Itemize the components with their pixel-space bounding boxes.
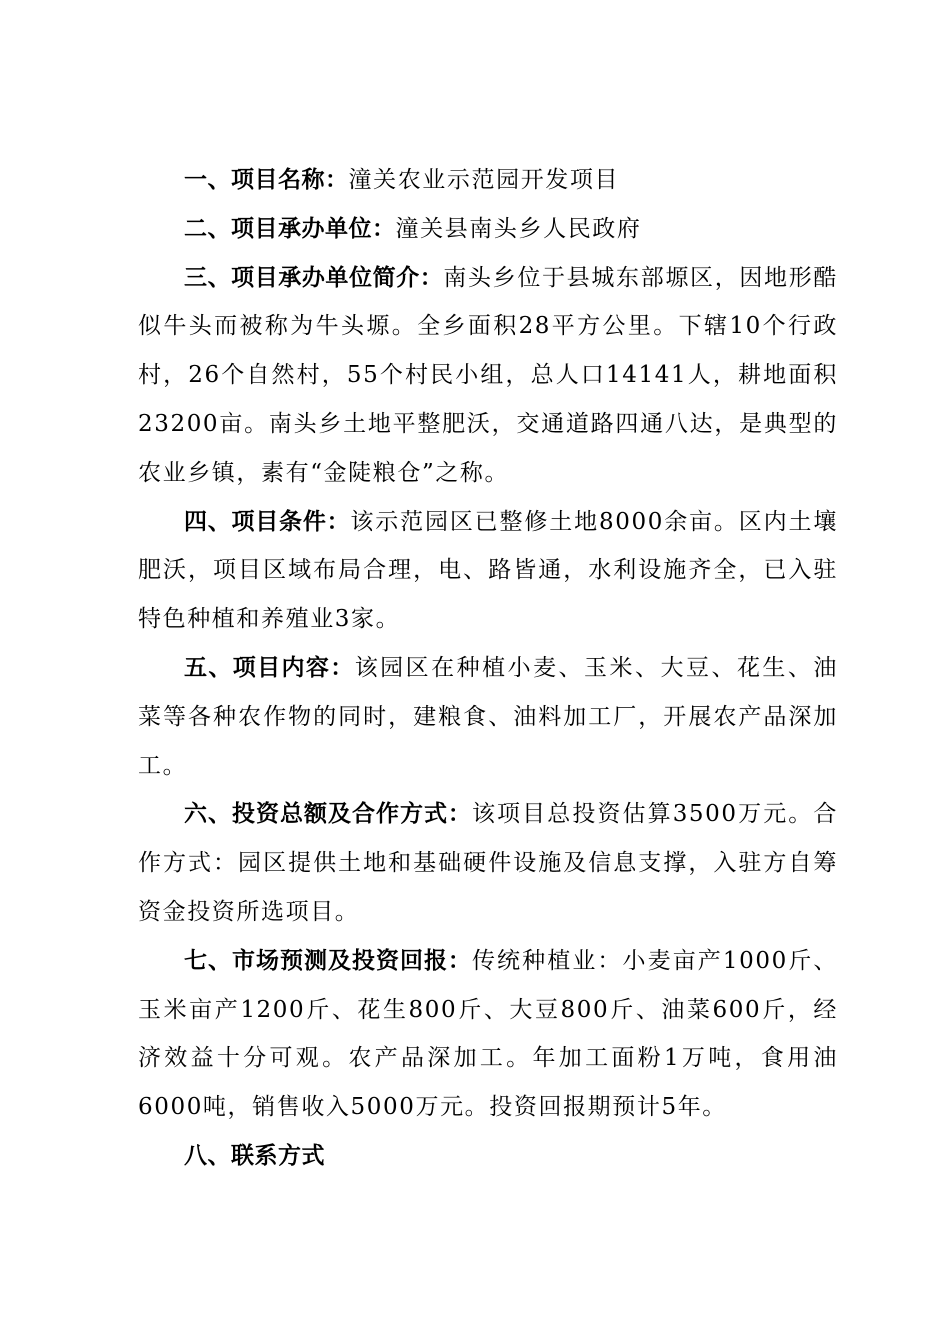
document-body xyxy=(138,156,838,1181)
section-organizer xyxy=(138,205,838,254)
section-heading: 七、市场预测及投资回报： xyxy=(184,947,472,974)
section-text: 该项目总投资估算3500万元。合作方式：园区提供土地和基础硬件设施及信息支撑，入驻方自筹资金投资所选项目。 xyxy=(138,801,839,925)
section-market-forecast xyxy=(138,937,838,1132)
section-content xyxy=(138,644,838,790)
section-heading: 八、联系方式 xyxy=(184,1142,325,1169)
section-heading: 一、项目名称： xyxy=(184,167,349,193)
section-investment xyxy=(138,790,838,936)
section-conditions xyxy=(138,498,838,644)
section-text: 传统种植业：小麦亩产1000斤、玉米亩产1200斤、花生800斤、大豆800斤、油菜600斤，经济效益十分可观。农产品深加工。年加工面粉1万吨，食用油6000吨，销售收入5000万元。投资回报期预计5年。 xyxy=(138,947,839,1121)
section-text: 该园区在种植小麦、玉米、大豆、花生、油菜等各种农作物的同时，建粮食、油料加工厂，开展农产品深加工。 xyxy=(138,654,838,779)
section-contact xyxy=(138,1132,838,1181)
section-heading: 三、项目承办单位简介： xyxy=(184,264,444,291)
section-text: 南头乡位于县城东部塬区，因地形酷似牛头而被称为牛头塬。全乡面积28平方公里。下辖10个行政村，26个自然村，55个村民小组，总人口14141人，耕地面积23200亩。南头乡土地平整肥沃，交通道路四通八达，是典型的农业乡镇，素有“金陡粮仓”之称。 xyxy=(138,264,839,486)
section-heading: 六、投资总额及合作方式： xyxy=(184,801,472,828)
section-text: 该示范园区已整修土地8000余亩。区内土壤肥沃，项目区域布局合理，电、路皆通，水利设施齐全，已入驻特色种植和养殖业3家。 xyxy=(138,508,838,633)
section-heading: 二、项目承办单位： xyxy=(184,215,396,242)
section-text: 潼关县南头乡人民政府 xyxy=(395,215,642,242)
section-text: 潼关农业示范园开发项目 xyxy=(348,167,620,193)
section-heading: 四、项目条件： xyxy=(184,508,351,535)
section-project-name xyxy=(138,156,838,205)
section-organizer-intro xyxy=(138,254,838,498)
section-heading: 五、项目内容： xyxy=(184,654,355,681)
